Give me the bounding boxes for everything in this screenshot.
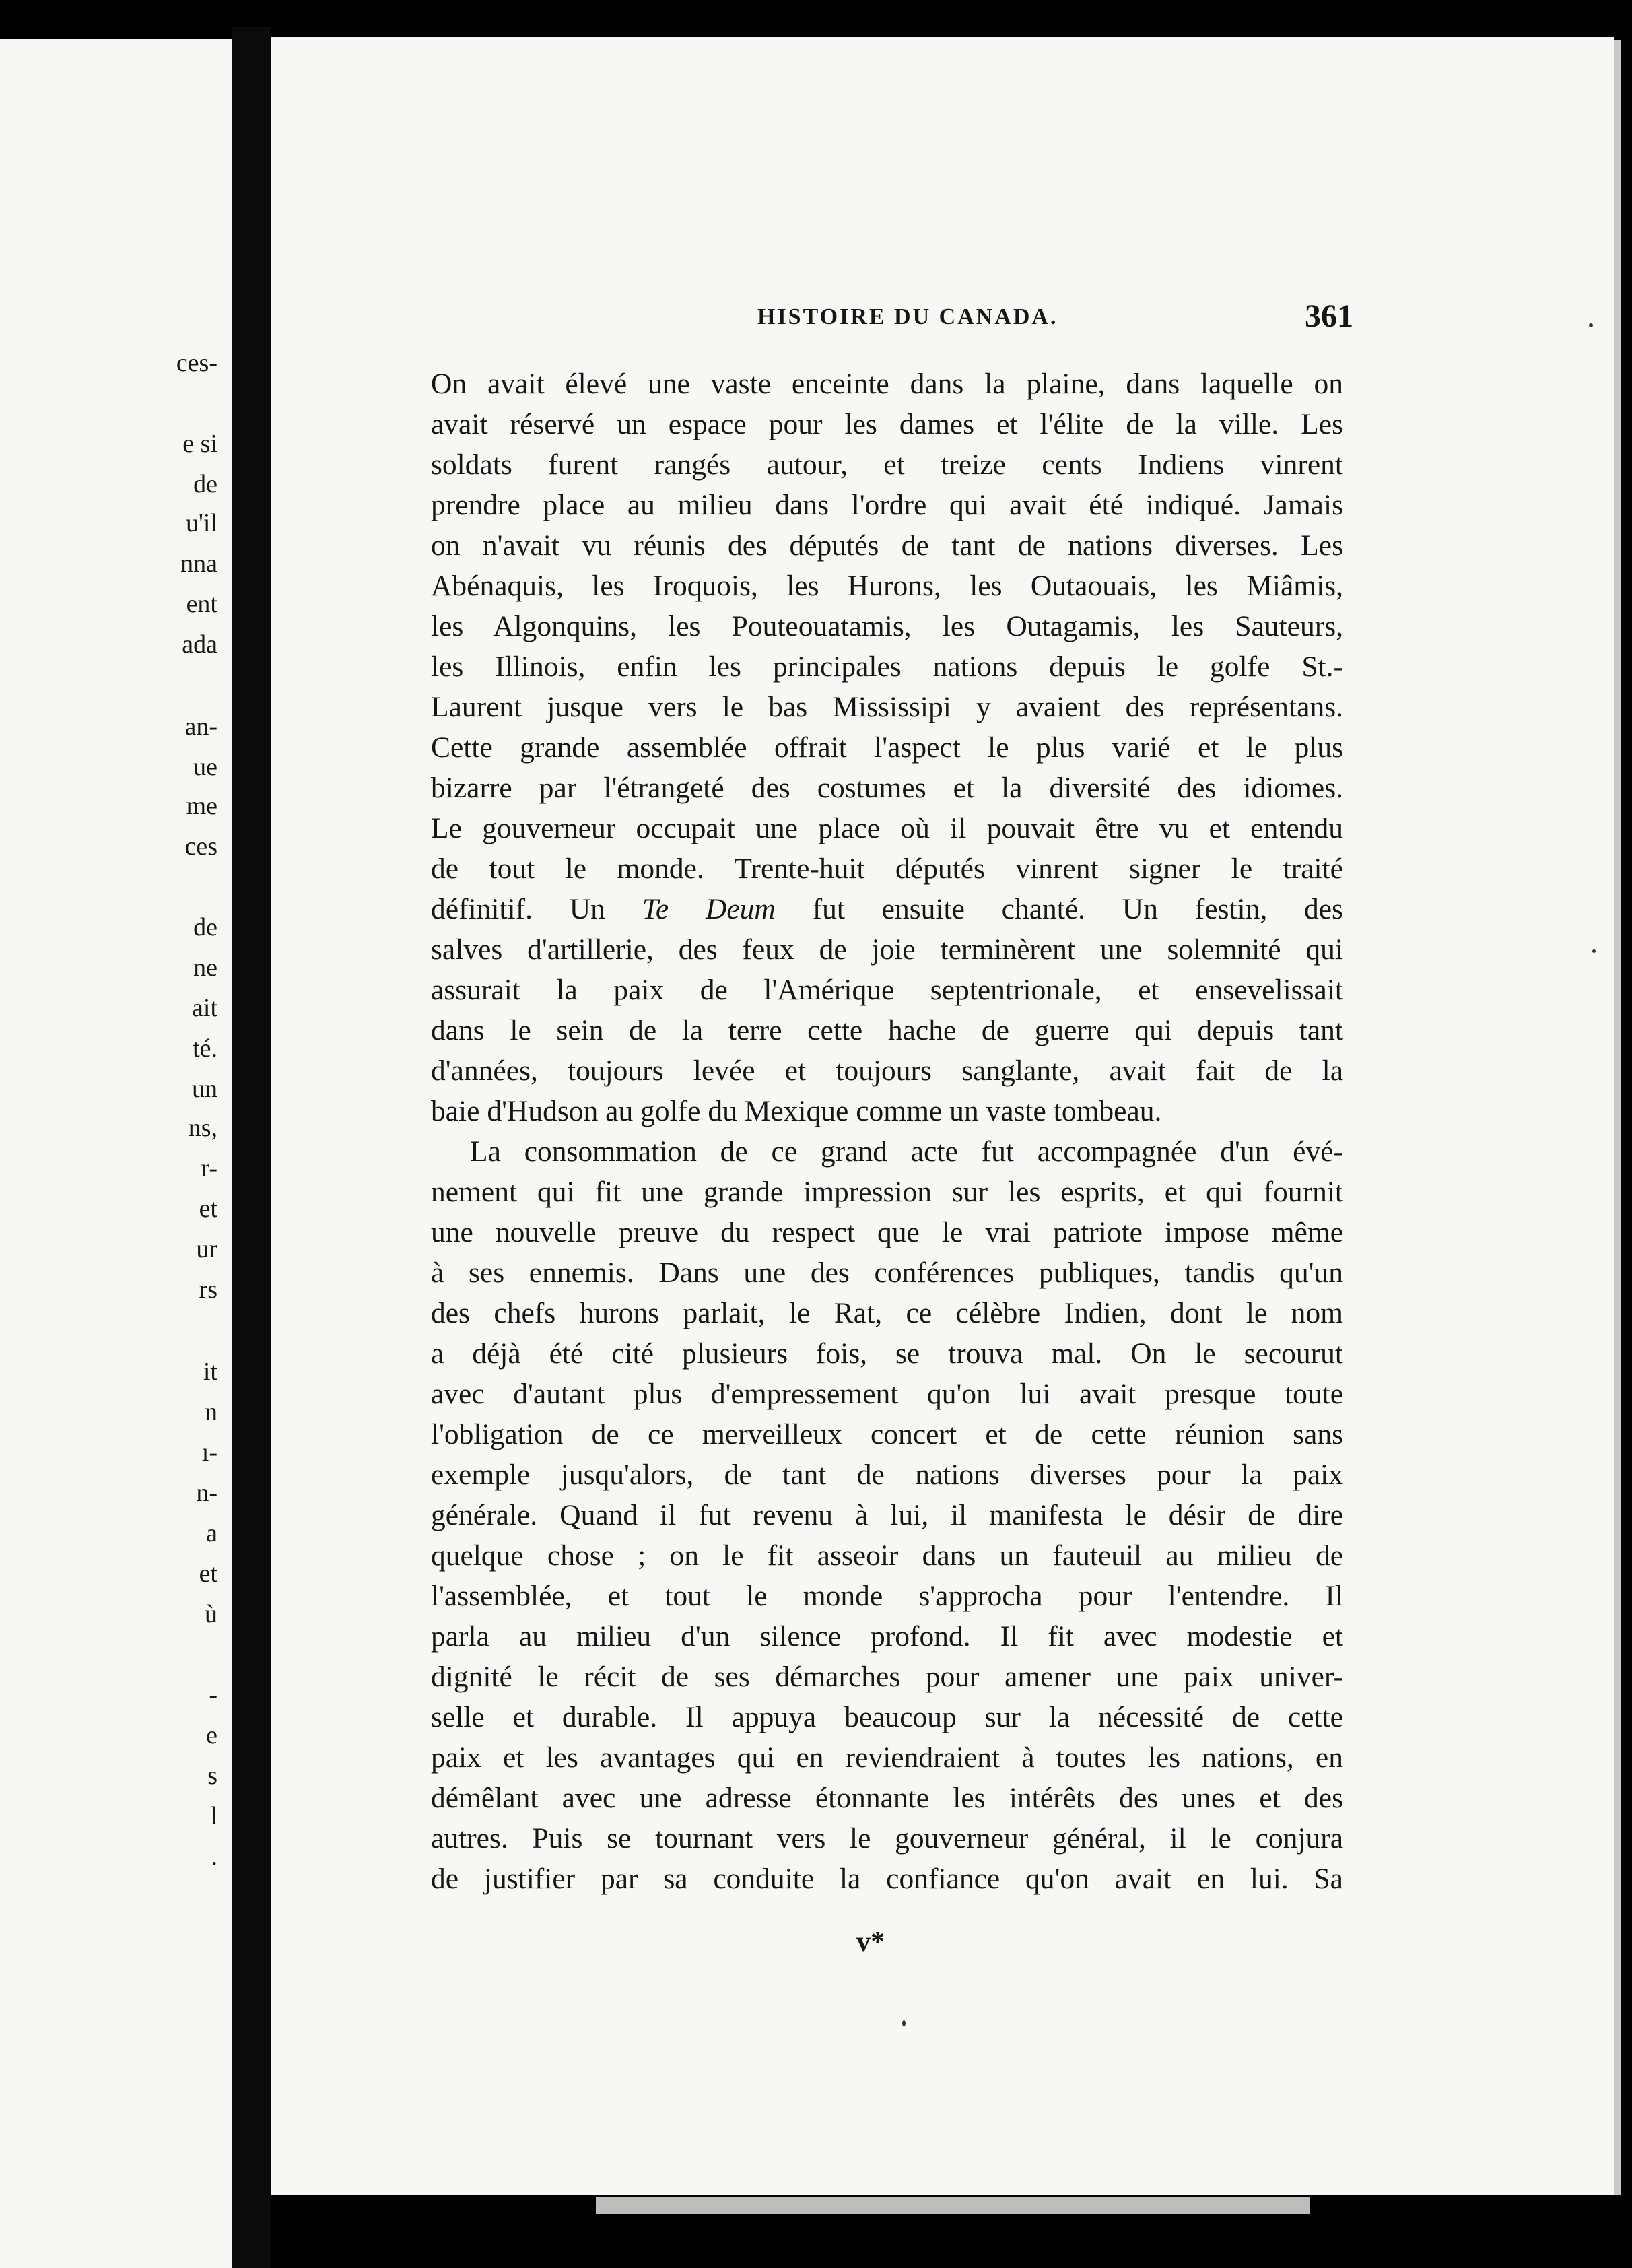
text-line: générale. Quand il fut revenu à lui, il manifesta le désir de dire	[431, 1499, 1343, 1531]
text-line: Abénaquis, les Iroquois, les Hurons, les Outaouais, les Miâmis,	[431, 570, 1343, 602]
left-page-fragment: ur	[196, 1235, 217, 1263]
left-page-fragment: an-	[184, 712, 217, 741]
left-page-fragment: un	[192, 1075, 217, 1103]
text-line: On avait élevé une vaste enceinte dans la plaine, dans laquelle on	[431, 368, 1343, 400]
left-page-fragment: n-	[196, 1479, 217, 1507]
left-page-fragment: ue	[193, 753, 217, 781]
text-line: La consommation de ce grand acte fut accompagnée d'un évé-	[470, 1135, 1343, 1168]
scan-speck	[1589, 323, 1593, 327]
left-page-fragment: ada	[182, 630, 217, 659]
left-page-fragment: nna	[180, 549, 217, 578]
left-page-fragment: it	[203, 1358, 217, 1386]
text-line: quelque chose ; on le fit asseoir dans un fauteuil au milieu de	[431, 1539, 1343, 1572]
left-page-fragment: de	[193, 913, 217, 941]
text-line: de justifier par sa conduite la confiance qu'on avait en lui. Sa	[431, 1863, 1343, 1895]
text-line: bizarre par l'étrangeté des costumes et la diversité des idiomes.	[431, 772, 1343, 804]
text-line: avait réservé un espace pour les dames et l'élite de la ville. Les	[431, 408, 1343, 440]
left-page-fragment: s	[207, 1762, 217, 1790]
text-line: soldats furent rangés autour, et treize cents Indiens vinrent	[431, 448, 1343, 481]
text-line: avec d'autant plus d'empressement qu'on lui avait presque toute	[431, 1378, 1343, 1410]
page-bottom-strip	[596, 2197, 1310, 2214]
left-page-fragment: ent	[186, 590, 217, 618]
text-line: baie d'Hudson au golfe du Mexique comme un vaste tombeau.	[431, 1095, 1162, 1127]
left-page	[0, 39, 232, 2268]
left-page-fragment: ne	[193, 954, 217, 982]
text-line: définitif. Un Te Deum fut ensuite chanté. Un festin, des	[431, 893, 1343, 925]
text-line: nement qui fit une grande impression sur les esprits, et qui fournit	[431, 1176, 1343, 1208]
left-page-fragment: l	[210, 1802, 217, 1830]
text-line: une nouvelle preuve du respect que le vrai patriote impose même	[431, 1216, 1343, 1248]
text-line: l'assemblée, et tout le monde s'approcha pour l'entendre. Il	[431, 1580, 1343, 1612]
left-page-fragment: -	[209, 1681, 217, 1709]
text-line: les Algonquins, les Pouteouatamis, les Outagamis, les Sauteurs,	[431, 610, 1343, 642]
text-line: de tout le monde. Trente-huit députés vinrent signer le traité	[431, 853, 1343, 885]
text-line: a déjà été cité plusieurs fois, se trouva mal. On le secourut	[431, 1337, 1343, 1370]
text-line: salves d'artillerie, des feux de joie terminèrent une solemnité qui	[431, 933, 1343, 966]
text-line: Cette grande assemblée offrait l'aspect le plus varié et le plus	[431, 731, 1343, 764]
left-page-fragment: ait	[192, 994, 217, 1022]
left-page-fragment: r-	[201, 1154, 217, 1182]
running-title: HISTOIRE DU CANADA.	[757, 304, 1058, 329]
left-page-fragment: et	[199, 1195, 217, 1223]
page-header	[451, 298, 1353, 343]
te-deum-italic: Te Deum	[642, 893, 776, 925]
left-page-fragment: ces	[184, 832, 217, 861]
page-edge	[1614, 40, 1621, 2195]
left-page-fragment: a	[206, 1519, 217, 1547]
body-text	[431, 364, 1343, 1899]
text-line: parla au milieu d'un silence profond. Il fit avec modestie et	[431, 1620, 1343, 1653]
text-line: à ses ennemis. Dans une des conférences publiques, tandis qu'un	[431, 1257, 1343, 1289]
signature-mark: v*	[856, 1927, 885, 1958]
left-page-fragment: et	[199, 1560, 217, 1588]
text-line: dignité le récit de ses démarches pour amener une paix univer-	[431, 1661, 1343, 1693]
left-page-fragment: n	[205, 1398, 217, 1426]
text-line: l'obligation de ce merveilleux concert et de cette réunion sans	[431, 1418, 1343, 1450]
left-page-fragment: me	[186, 792, 217, 820]
left-page-fragment: té.	[193, 1034, 217, 1063]
text-line: assurait la paix de l'Amérique septentrionale, et ensevelissait	[431, 974, 1343, 1006]
text-line: exemple jusqu'alors, de tant de nations diverses pour la paix	[431, 1459, 1343, 1491]
page-number: 361	[1305, 298, 1353, 334]
text-line: des chefs hurons parlait, le Rat, ce célèbre Indien, dont le nom	[431, 1297, 1343, 1329]
left-page-fragment: .	[211, 1842, 217, 1871]
left-page-fragment: de	[193, 470, 217, 498]
left-page-fragment: rs	[199, 1275, 217, 1304]
text-line: prendre place au milieu dans l'ordre qui avait été indiqué. Jamais	[431, 489, 1343, 521]
scan-speck	[1592, 949, 1596, 953]
left-page-fragment: ı-	[201, 1438, 217, 1467]
book-gutter	[232, 27, 271, 2268]
left-page-fragment: e	[206, 1721, 217, 1749]
text-line: autres. Puis se tournant vers le gouverneur général, il le conjura	[431, 1822, 1343, 1855]
text-line: d'années, toujours levée et toujours sanglante, avait fait de la	[431, 1055, 1343, 1087]
text-line: selle et durable. Il appuya beaucoup sur la nécessité de cette	[431, 1701, 1343, 1733]
text-line: démêlant avec une adresse étonnante les intérêts des unes et des	[431, 1782, 1343, 1814]
left-page-fragment: ù	[205, 1600, 217, 1628]
text-line: on n'avait vu réunis des députés de tant de nations diverses. Les	[431, 529, 1343, 562]
left-page-fragment: ces-	[176, 349, 217, 377]
text-line: paix et les avantages qui en reviendraient à toutes les nations, en	[431, 1741, 1343, 1774]
left-page-fragment: ns,	[188, 1114, 217, 1142]
text-line: Laurent jusque vers le bas Mississipi y avaient des représentans.	[431, 691, 1343, 723]
left-page-fragment: u'il	[186, 509, 217, 537]
scan-speck	[902, 2020, 906, 2026]
text-line: dans le sein de la terre cette hache de guerre qui depuis tant	[431, 1014, 1343, 1046]
text-line: les Illinois, enfin les principales nations depuis le golfe St.-	[431, 651, 1343, 683]
left-page-fragment: e si	[182, 430, 217, 458]
text-line: Le gouverneur occupait une place où il pouvait être vu et entendu	[431, 812, 1343, 844]
